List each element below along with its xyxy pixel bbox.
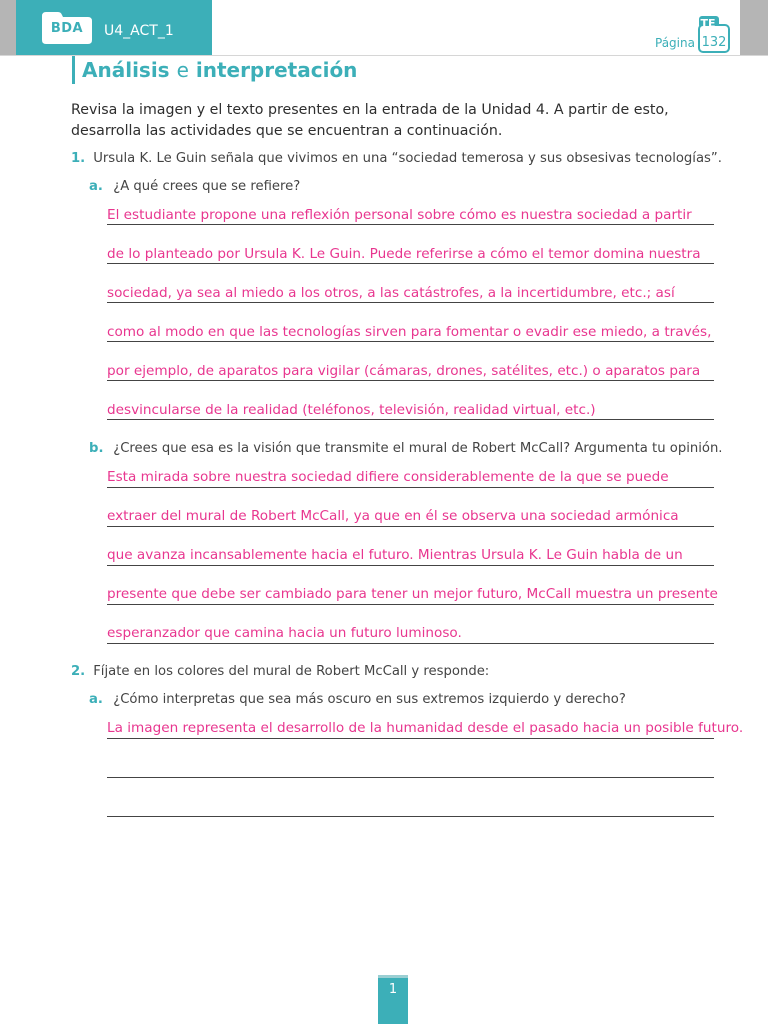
- question-2: [71, 664, 489, 679]
- instructions-text: Revisa la imagen y el texto presentes en la entrada de la Unidad 4. A partir de esto, desarrolla las actividades que se encuentran a continuación.: [71, 102, 669, 139]
- section-title-part-a: Análisis: [82, 58, 170, 82]
- answer-1a-line-1: El estudiante propone una reflexión personal sobre cómo es nuestra sociedad a partir: [107, 207, 692, 223]
- question-2a-text: ¿Cómo interpretas que sea más oscuro en sus extremos izquierdo y derecho?: [113, 692, 626, 707]
- answer-rule[interactable]: [107, 816, 714, 817]
- answer-1b-line-5: esperanzador que camina hacia un futuro luminoso.: [107, 625, 462, 641]
- question-1b-letter: b.: [89, 441, 104, 456]
- bda-logo: [38, 10, 96, 46]
- question-1-text: Ursula K. Le Guin señala que vivimos en una “sociedad temerosa y sus obsesivas tecnologías”.: [93, 151, 722, 166]
- answer-2a-line-1: La imagen representa el desarrollo de la humanidad desde el pasado hacia un posible futuro.: [107, 720, 744, 736]
- answer-rule[interactable]: [107, 341, 714, 342]
- answer-rule[interactable]: [107, 526, 714, 527]
- answer-1b-line-1: Esta mirada sobre nuestra sociedad difiere considerablemente de la que se puede: [107, 469, 669, 485]
- question-1: [71, 151, 722, 166]
- section-title: [82, 58, 357, 82]
- header-divider: [0, 55, 768, 56]
- answer-1a-line-5: por ejemplo, de aparatos para vigilar (cámaras, drones, satélites, etc.) o aparatos para: [107, 363, 701, 379]
- answer-rule[interactable]: [107, 643, 714, 644]
- answer-rule[interactable]: [107, 419, 714, 420]
- answer-rule[interactable]: [107, 302, 714, 303]
- answer-rule[interactable]: [107, 777, 714, 778]
- answer-1a-line-2: de lo planteado por Ursula K. Le Guin. Puede referirse a cómo el temor domina nuestra: [107, 246, 701, 262]
- answer-rule[interactable]: [107, 224, 714, 225]
- bda-logo-text: BDA: [50, 21, 84, 36]
- te-label: TE: [700, 17, 716, 30]
- answer-1a-line-3: sociedad, ya sea al miedo a los otros, a las catástrofes, a la incertidumbre, etc.; así: [107, 285, 675, 301]
- answer-rule[interactable]: [107, 604, 714, 605]
- question-2-text: Fíjate en los colores del mural de Robert McCall y responde:: [93, 664, 490, 679]
- section-title-part-b: interpretación: [195, 58, 358, 82]
- answer-rule[interactable]: [107, 380, 714, 381]
- section-title-conjunction: e: [176, 58, 189, 82]
- teacher-page-number: 132: [701, 35, 727, 50]
- question-2a: [89, 692, 626, 707]
- question-1-number: 1.: [71, 151, 86, 166]
- header-left-strip: [0, 0, 16, 55]
- question-1a-letter: a.: [89, 179, 103, 194]
- question-1b: [89, 441, 723, 456]
- answer-rule[interactable]: [107, 487, 714, 488]
- answer-1b-line-2: extraer del mural de Robert McCall, ya que en él se observa una sociedad armónica: [107, 508, 679, 524]
- answer-1b-line-3: que avanza incansablemente hacia el futuro. Mientras Ursula K. Le Guin habla de un: [107, 547, 683, 563]
- question-1a: [89, 179, 300, 194]
- answer-1a-line-6: desvincularse de la realidad (teléfonos, televisión, realidad virtual, etc.): [107, 402, 596, 418]
- answer-1b-line-4: presente que debe ser cambiado para tener un mejor futuro, McCall muestra un presente: [107, 586, 718, 602]
- answer-rule[interactable]: [107, 263, 714, 264]
- header-right-strip: [740, 0, 768, 55]
- tab-title: U4_ACT_1: [104, 23, 174, 39]
- question-1a-text: ¿A qué crees que se refiere?: [113, 179, 301, 194]
- question-1b-text: ¿Crees que esa es la visión que transmite el mural de Robert McCall? Argumenta tu opinión.: [113, 441, 723, 456]
- answer-1a-line-4: como al modo en que las tecnologías sirven para fomentar o evadir ese miedo, a través,: [107, 324, 712, 340]
- page-label: Página: [655, 36, 695, 50]
- footer-page-number: 1: [388, 982, 398, 997]
- question-2a-letter: a.: [89, 692, 103, 707]
- footer-page-tab-top: [378, 975, 408, 978]
- te-page-badge: [698, 15, 730, 53]
- answer-rule[interactable]: [107, 565, 714, 566]
- section-title-bar: [72, 56, 75, 84]
- question-2-number: 2.: [71, 664, 86, 679]
- answer-rule[interactable]: [107, 738, 714, 739]
